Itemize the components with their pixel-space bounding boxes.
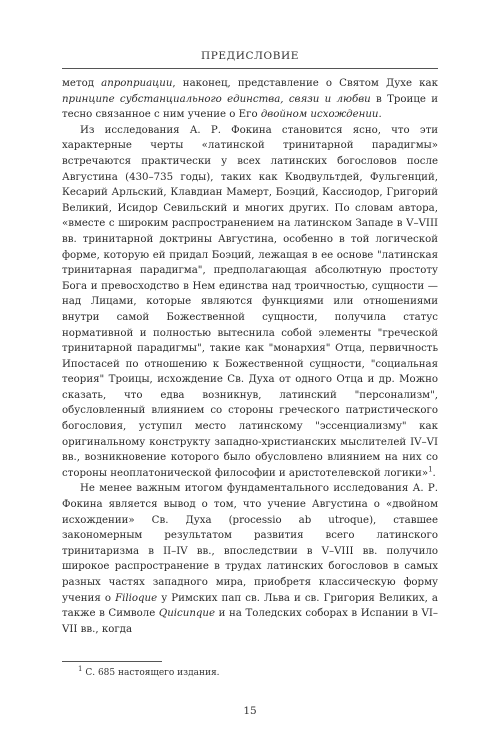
- p1-italic-f: двойном исхождении: [260, 109, 379, 121]
- p1-italic-d: принципе субстанциального единства, связи и любви: [62, 93, 371, 105]
- p3-text-c: у Римских пап св. Льва и св. Григория Великих, а также в Символе: [62, 592, 438, 620]
- paragraph-3: [62, 481, 438, 637]
- footnote: [78, 665, 220, 678]
- header-rule: [62, 68, 438, 69]
- paragraph-2: Из исследования А. Р. Фокина становится ясно, что эти характерные черты «латинской тринитарной парадигмы» встречаются практически у всех латинских богословов после Августина (430–735 годы), таких как Кводвультдей, Фульгенций, Кесарий Арльский, Клавдиан Мамерт, Боэций, Кассиодор, Григорий Великий, Исидор Севильский и многих других. По словам автора, «вместе с широким распространением на латинском Западе в V–VIII вв. тринитарной доктрины Августина, особенно в той логической форме, которую ей придал Боэций, лежащая в ее основе "латинская тринитарная парадигма", предполагающая абсолютную простоту Бога и превосходство в Нем единства над троичностью, сущности — над Лицами, которые являются функциями или отношениями внутри самой Божественной сущности, получила статус нормативной и полностью вытеснила собой элементы "греческой тринитарной парадигмы", такие как "монархия" Отца, первичность Ипостасей по отношению к Божественной сущности, "социальная теория" Троицы, исхождение Св. Духа от одного Отца и др. Можно сказать, что едва возникнув, латинский "персонализм", обусловленный влиянием со стороны греческого патристического богословия, уступил место латинскому "эссенциализму" как оригинальному конструкту западно-христианских мыслителей IV–VI вв., возникновение которого было обусловлено влиянием на них со стороны неоплатонической философии и аристотелевской логики»$^1$.: [62, 124, 438, 479]
- footnote-marker: 1: [428, 465, 433, 474]
- p2-text: Из исследования А. Р. Фокина становится ясно, что эти характерные черты «латинской тринитарной парадигмы» встречаются практически у всех латинских богословов после Августина (430–735 годы), таких как Кводвультдей, Фульгенций, Кесарий Арльский, Клавдиан Мамерт, Боэций, Кассиодор, Григорий Великий, Исидор Севильский и многих других. По словам автора, «вместе с широким распространением на латинском Западе в V–VIII вв. тринитарной доктрины Августина, особенно в той логической форме, которую ей придал Боэций, лежащая в ее основе "латинская тринитарная парадигма", предполагающая абсолютную простоту Бога и превосходство в Нем единства над троичностью, сущности — над Лицами, которые являются функциями или отношениями внутри самой Божественной сущности, получила статус нормативной и полностью вытеснила собой элементы "греческой тринитарной парадигмы", такие как "монархия" Отца, первичность Ипостасей по отношению к Божественной сущности, "социальная теория" Троицы, исхождение Св. Духа от одного Отца и др. Можно сказать, что едва возникнув, латинский "персонализм", обусловленный влиянием со стороны греческого патристического богословия, уступил место латинскому "эссенциализму" как оригинальному конструкту западно-христианских мыслителей IV–VI вв., возникновение которого было обусловлено влиянием на них со стороны неоплатонической философии и аристотелевской логики»: [62, 124, 438, 479]
- p3-italic-d: Quicunque: [158, 608, 216, 620]
- main-text: [62, 76, 438, 637]
- page-number: 15: [243, 705, 257, 717]
- p1-text-a: метод: [62, 78, 102, 89]
- footnote-text: С. 685 настоящего издания.: [85, 668, 220, 678]
- p1-text-g: .: [378, 109, 382, 121]
- footnote-number: 1: [78, 665, 83, 673]
- p1-italic-b: апроприации: [101, 78, 173, 89]
- footnote-rule: [62, 661, 162, 662]
- p1-text-c: , наконец, представление о Святом Духе как: [172, 78, 438, 89]
- running-header: ПРЕДИСЛОВИЕ: [200, 50, 300, 62]
- p3-italic-b: Filioque: [115, 592, 158, 604]
- p3-text-e: и на Толедских соборах в Испании в VI–VII вв., когда: [62, 608, 438, 635]
- p1-text-e: в Троице и тесно связанное с ним учение о Его: [62, 93, 439, 121]
- p3-text-a: Не менее важным итогом фундаментального исследования А. Р. Фокина является вывод о том, что учение Августина о «двойном исхождении» Св. Духа (processio ab utroque), ставшее закономерным результатом развития всего латинского тринитаризма в II–IV вв., впоследствии в V–VIII вв. получило широкое распространение в трудах латинских богословов в самых разных частях западного мира, приобретя классическую форму учения о: [62, 483, 438, 604]
- paragraph-1: [62, 76, 438, 123]
